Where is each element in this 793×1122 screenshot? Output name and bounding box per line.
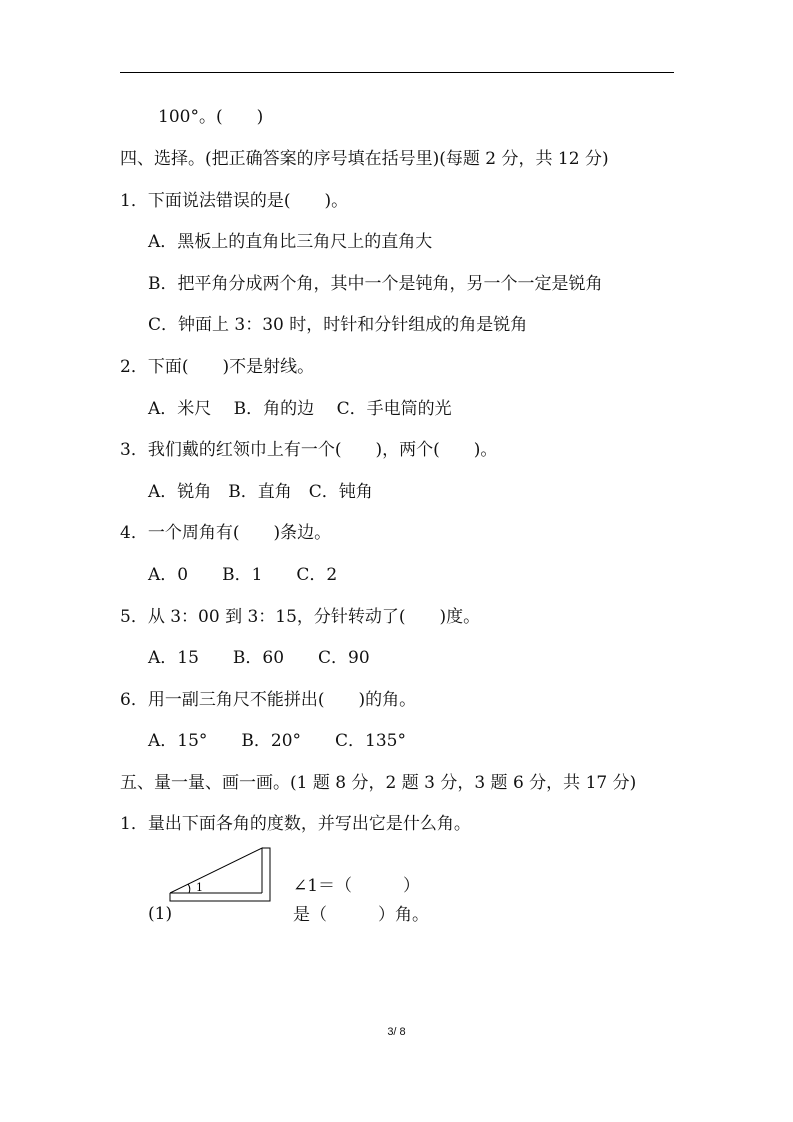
triangle-outline bbox=[170, 848, 262, 893]
question-3-options: A．锐角 B．直角 C．钝角 bbox=[148, 482, 373, 502]
angle-arc bbox=[188, 884, 190, 893]
question-5-stem: 5．从 3：00 到 3：15，分针转动了( )度。 bbox=[120, 607, 481, 627]
answer-angle-blank: ∠1＝（ ） bbox=[293, 876, 421, 896]
question-6-options: A．15° B．20° C．135° bbox=[148, 731, 406, 751]
question-6-stem: 6．用一副三角尺不能拼出( )的角。 bbox=[120, 690, 417, 710]
section-5-heading: 五、量一量、画一画。(1 题 8 分，2 题 3 分，3 题 6 分，共 17 分) bbox=[120, 773, 637, 793]
question-3-stem: 3．我们戴的红领巾上有一个( )，两个( )。 bbox=[120, 440, 498, 460]
figure-label: (1) bbox=[148, 904, 173, 924]
question-5-options: A．15 B．60 C．90 bbox=[148, 648, 370, 668]
section-4-heading: 四、选择。(把正确答案的序号填在括号里)(每题 2 分，共 12 分) bbox=[120, 149, 609, 169]
question-1-option-a: A．黑板上的直角比三角尺上的直角大 bbox=[148, 232, 433, 252]
answer-type-blank: 是（ ）角。 bbox=[293, 905, 429, 925]
question-4-stem: 4．一个周角有( )条边。 bbox=[120, 523, 332, 543]
header-rule bbox=[120, 72, 674, 73]
question-1-option-b: B．把平角分成两个角，其中一个是钝角，另一个一定是锐角 bbox=[148, 274, 603, 294]
question-1-stem: 1．下面说法错误的是( )。 bbox=[120, 191, 349, 211]
question-4-options: A．0 B．1 C．2 bbox=[148, 565, 338, 585]
angle-1-label: 1 bbox=[196, 881, 203, 894]
question-2-stem: 2．下面( )不是射线。 bbox=[120, 357, 315, 377]
page-number: 3/ 8 bbox=[387, 1026, 406, 1038]
section-5-question-1-stem: 1．量出下面各角的度数，并写出它是什么角。 bbox=[120, 814, 471, 834]
question-1-option-c: C．钟面上 3：30 时，时针和分针组成的角是锐角 bbox=[148, 315, 528, 335]
carryover-text: 100°。( ) bbox=[158, 107, 264, 127]
question-2-options: A．米尺 B．角的边 C．手电筒的光 bbox=[148, 399, 452, 419]
